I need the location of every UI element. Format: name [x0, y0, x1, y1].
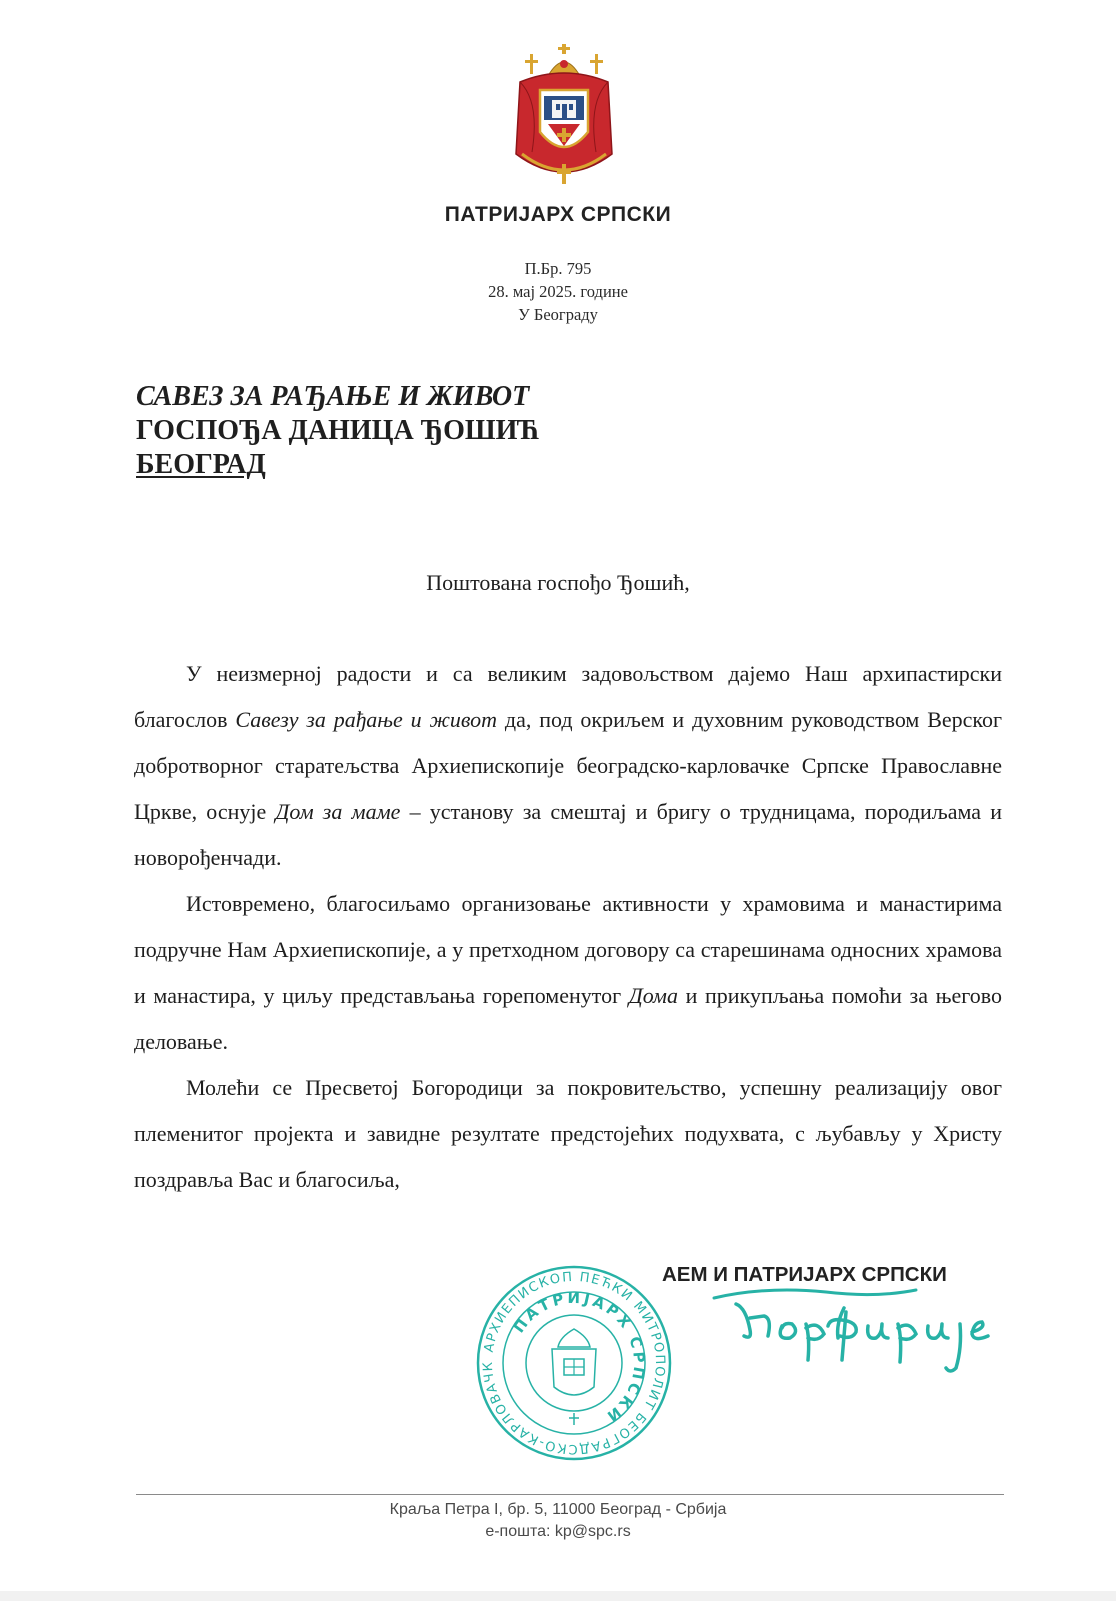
signature-title: АЕМ И ПАТРИЈАРХ СРПСКИ: [662, 1263, 947, 1286]
addressee-block: [136, 380, 540, 482]
addressee-name: ГОСПОЂА ДАНИЦА ЂОШИЋ: [136, 415, 540, 446]
p1-text-e: – установу за смештај и бригу о трудницама, породиљама и новорођенчади.: [134, 799, 1002, 870]
footer-email: е-пошта: kp@spc.rs: [485, 1523, 631, 1540]
p1-emphasis-organization: Савезу за рађање и живот: [235, 707, 498, 732]
addressee-city-wrap: [136, 448, 540, 482]
document-meta: [0, 257, 1116, 326]
p2-emphasis-home: Дома: [628, 983, 678, 1008]
reference-number: П.Бр. 795: [524, 259, 592, 278]
p1-text-a: У неизмерној радости и са великим задовољством дајемо Наш архипастирски благослов: [134, 661, 1002, 732]
paragraph-2: [134, 881, 1002, 1065]
svg-text:ПАТРИЈАРХ СРПСКИ: [510, 1289, 649, 1427]
coat-of-arms-icon: [510, 42, 618, 188]
p2-text-a: Истовремено, благосиљамо организовање активности у храмовима и манастирима подручне Нам Архиепископије, а у претходном договору са старешинама односних храмова и манастира, у циљу представљања горепоменутог: [134, 891, 1002, 1008]
greeting: Поштована госпођо Ђошић,: [426, 570, 690, 595]
letter-body: [134, 651, 1002, 1203]
page-title: ПАТРИЈАРХ СРПСКИ: [444, 203, 672, 226]
paragraph-1: [134, 651, 1002, 881]
handwritten-signature-icon: [706, 1278, 996, 1388]
p1-emphasis-home: Дом за маме: [275, 799, 401, 824]
seal-outer-text: АРХИЕПИСКОП ПЕЋКИ МИТРОПОЛИТ БЕОГРАДСКО-КАРЛОВАЧК: [480, 1269, 668, 1457]
footer: [0, 1499, 1116, 1543]
paragraph-3: Молећи се Пресветој Богородици за покровитељство, успешну реализацију овог племенитог пројекта и завидне резултате предстојећих подухвата, с љубављу у Христу поздравља Вас и благосиља,: [134, 1075, 1002, 1192]
document-date: 28. мај 2025. године: [488, 282, 628, 301]
footer-address: Краља Петра I, бр. 5, 11000 Београд - Србија: [389, 1501, 727, 1518]
addressee-city: БЕОГРАД: [136, 449, 266, 480]
p1-text-c: да, под окриљем и духовним руководством Верског добротворног старатељства Архиепископије београдско-карловачке Српске Православне Цркве, оснује: [134, 707, 1002, 824]
p2-text-c: и прикупљања помоћи за његово деловање.: [134, 983, 1002, 1054]
footer-divider: [136, 1494, 1004, 1495]
seal-inner-text: ПАТРИЈАРХ СРПСКИ: [509, 1288, 649, 1427]
page-edge: [0, 1591, 1116, 1601]
addressee-organization: САВЕЗ ЗА РАЂАЊЕ И ЖИВОТ: [136, 381, 530, 412]
official-seal-icon: [474, 1263, 674, 1463]
document-place: У Београду: [518, 305, 598, 324]
